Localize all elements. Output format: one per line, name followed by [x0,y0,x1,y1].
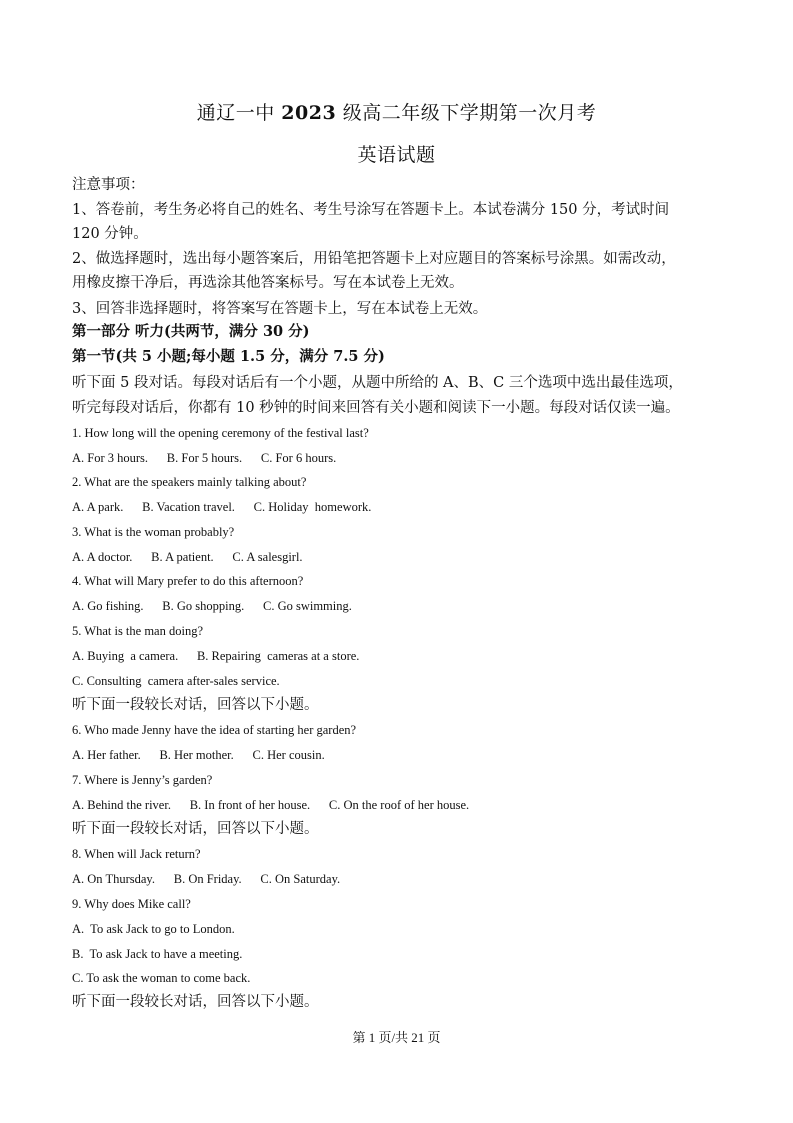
notice-heading: 注意事项： [72,177,145,193]
listening-instructions-line2: 听完每段对话后，你都有 10 秒钟的时间来回答有关小题和阅读下一小题。每段对话仅读一遍。 [72,400,680,416]
question-9-option-a: A. To ask Jack to go to London. [72,922,235,936]
question-9-option-c: C. To ask the woman to come back. [72,971,251,985]
question-9-option-b: B. To ask Jack to have a meeting. [72,947,243,961]
notice-item-3: 3、回答非选择题时，将答案写在答题卡上，写在本试卷上无效。 [72,301,488,317]
part1-title: 第一部分 听力(共两节，满分 30 分) [72,323,310,340]
question-5-option-c: C. Consulting camera after-sales service. [72,674,280,688]
exam-title: 通辽一中 2023 级高二年级下学期第一次月考 [196,102,597,124]
long-dialog-instruction-2: 听下面一段较长对话，回答以下小题。 [72,821,319,837]
notice-item-2-line2: 用橡皮擦干净后，再选涂其他答案标号。写在本试卷上无效。 [72,275,464,291]
question-1-options: A. For 3 hours. B. For 5 hours. C. For 6 hours. [72,451,337,465]
section1-title: 第一节(共 5 小题;每小题 1.5 分，满分 7.5 分) [72,348,385,365]
notice-item-1-line1: 1、答卷前，考生务必将自己的姓名、考生号涂写在答题卡上。本试卷满分 150 分，考试时间 [72,202,670,218]
question-4-options: A. Go fishing. B. Go shopping. C. Go swimming. [72,599,352,613]
listening-instructions-line1: 听下面 5 段对话。每段对话后有一个小题，从题中所给的 A、B、C 三个选项中选出最佳选项， [72,375,683,391]
question-1: 1. How long will the opening ceremony of the festival last? [72,426,369,440]
question-2-options: A. A park. B. Vacation travel. C. Holiday homework. [72,500,372,514]
long-dialog-instruction-1: 听下面一段较长对话，回答以下小题。 [72,697,319,713]
question-8-options: A. On Thursday. B. On Friday. C. On Saturday. [72,872,341,886]
page-number: 第 1 页/共 21 页 [352,1030,441,1045]
question-2: 2. What are the speakers mainly talking about? [72,475,307,489]
question-3: 3. What is the woman probably? [72,525,235,539]
question-4: 4. What will Mary prefer to do this afternoon? [72,574,304,588]
question-6-options: A. Her father. B. Her mother. C. Her cousin. [72,748,325,762]
question-7: 7. Where is Jenny’s garden? [72,773,213,787]
question-8: 8. When will Jack return? [72,847,201,861]
long-dialog-instruction-3: 听下面一段较长对话，回答以下小题。 [72,994,319,1010]
question-7-options: A. Behind the river. B. In front of her house. C. On the roof of her house. [72,798,470,812]
question-6: 6. Who made Jenny have the idea of starting her garden? [72,723,357,737]
question-5-options: A. Buying a camera. B. Repairing cameras at a store. [72,649,360,663]
notice-item-1-line2: 120 分钟。 [72,226,148,242]
exam-subtitle: 英语试题 [357,144,436,166]
question-3-options: A. A doctor. B. A patient. C. A salesgirl. [72,550,303,564]
question-9: 9. Why does Mike call? [72,897,191,911]
notice-item-2-line1: 2、做选择题时，选出每小题答案后，用铅笔把答题卡上对应题目的答案标号涂黑。如需改动， [72,251,676,267]
question-5: 5. What is the man doing? [72,624,203,638]
